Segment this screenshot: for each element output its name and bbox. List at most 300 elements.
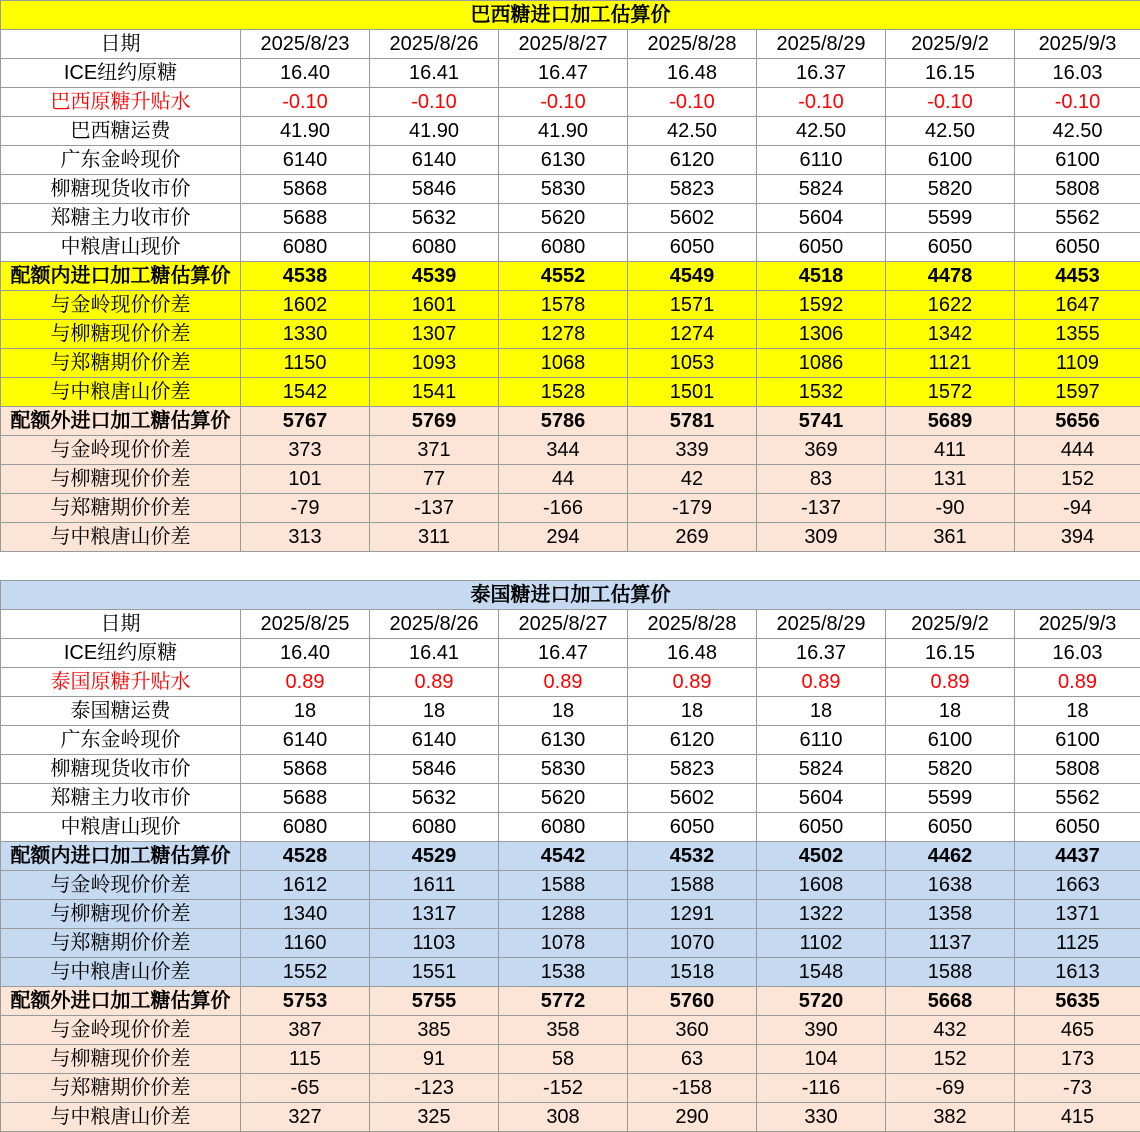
- table-row: [1, 1045, 1140, 1074]
- table-row: [1, 436, 1140, 465]
- row-label: 广东金岭现价: [1, 726, 241, 755]
- table-row: [1, 349, 1140, 378]
- value-cell: 5808: [1015, 175, 1140, 204]
- value-cell: 1572: [886, 378, 1015, 407]
- value-cell: 4529: [370, 842, 499, 871]
- row-label: 与郑糖期价价差: [1, 1074, 241, 1103]
- value-cell: 1601: [370, 291, 499, 320]
- row-label: 与柳糖现价价差: [1, 320, 241, 349]
- row-label: 配额内进口加工糖估算价: [1, 262, 241, 291]
- row-label: ICE纽约原糖: [1, 59, 241, 88]
- value-cell: -0.10: [628, 88, 757, 117]
- value-cell: 41.90: [370, 117, 499, 146]
- value-cell: 42.50: [1015, 117, 1140, 146]
- thailand-table-body: [1, 581, 1140, 1132]
- date-header-row: [1, 610, 1140, 639]
- table-row: [1, 175, 1140, 204]
- value-cell: 16.48: [628, 639, 757, 668]
- value-cell: 5720: [757, 987, 886, 1016]
- value-cell: 5562: [1015, 784, 1140, 813]
- value-cell: 6080: [370, 233, 499, 262]
- value-cell: 1086: [757, 349, 886, 378]
- value-cell: 1602: [241, 291, 370, 320]
- table-row: [1, 291, 1140, 320]
- value-cell: 6100: [886, 726, 1015, 755]
- value-cell: 415: [1015, 1103, 1140, 1132]
- brazil-sugar-table: [0, 0, 1140, 552]
- value-cell: 269: [628, 523, 757, 552]
- table-row: [1, 117, 1140, 146]
- date-cell: 2025/9/3: [1015, 610, 1140, 639]
- value-cell: 4478: [886, 262, 1015, 291]
- value-cell: 0.89: [1015, 668, 1140, 697]
- value-cell: 42.50: [886, 117, 1015, 146]
- value-cell: 5868: [241, 175, 370, 204]
- row-label: 泰国原糖升贴水: [1, 668, 241, 697]
- value-cell: 358: [499, 1016, 628, 1045]
- row-label: 巴西糖运费: [1, 117, 241, 146]
- date-cell: 2025/8/25: [241, 610, 370, 639]
- value-cell: 6050: [1015, 233, 1140, 262]
- value-cell: 6050: [628, 813, 757, 842]
- value-cell: 1541: [370, 378, 499, 407]
- value-cell: 0.89: [628, 668, 757, 697]
- date-cell: 2025/8/29: [757, 30, 886, 59]
- table-row: [1, 1103, 1140, 1132]
- row-label: 与金岭现价价差: [1, 436, 241, 465]
- table-row: [1, 813, 1140, 842]
- value-cell: -94: [1015, 494, 1140, 523]
- date-cell: 2025/8/29: [757, 610, 886, 639]
- value-cell: -69: [886, 1074, 1015, 1103]
- value-cell: 1532: [757, 378, 886, 407]
- value-cell: 373: [241, 436, 370, 465]
- value-cell: 5604: [757, 784, 886, 813]
- row-label: 与中粮唐山价差: [1, 378, 241, 407]
- value-cell: 6080: [499, 233, 628, 262]
- value-cell: 16.41: [370, 59, 499, 88]
- value-cell: 4453: [1015, 262, 1140, 291]
- table-row: [1, 726, 1140, 755]
- value-cell: 5781: [628, 407, 757, 436]
- value-cell: 1588: [628, 871, 757, 900]
- value-cell: 1317: [370, 900, 499, 929]
- value-cell: 5823: [628, 755, 757, 784]
- value-cell: 1103: [370, 929, 499, 958]
- table-row: [1, 639, 1140, 668]
- value-cell: 18: [1015, 697, 1140, 726]
- value-cell: 5755: [370, 987, 499, 1016]
- value-cell: 290: [628, 1103, 757, 1132]
- value-cell: 5604: [757, 204, 886, 233]
- value-cell: 6120: [628, 146, 757, 175]
- value-cell: -123: [370, 1074, 499, 1103]
- date-cell: 2025/8/27: [499, 610, 628, 639]
- value-cell: 1355: [1015, 320, 1140, 349]
- value-cell: 1278: [499, 320, 628, 349]
- value-cell: 432: [886, 1016, 1015, 1045]
- value-cell: 339: [628, 436, 757, 465]
- value-cell: 16.15: [886, 59, 1015, 88]
- value-cell: 104: [757, 1045, 886, 1074]
- row-label: 柳糖现货收市价: [1, 175, 241, 204]
- value-cell: 6140: [370, 726, 499, 755]
- value-cell: 394: [1015, 523, 1140, 552]
- brazil-table-title: 巴西糖进口加工估算价: [1, 1, 1140, 30]
- value-cell: 361: [886, 523, 1015, 552]
- value-cell: 309: [757, 523, 886, 552]
- row-label: 配额外进口加工糖估算价: [1, 407, 241, 436]
- value-cell: 5760: [628, 987, 757, 1016]
- value-cell: 1053: [628, 349, 757, 378]
- row-label: 郑糖主力收市价: [1, 784, 241, 813]
- value-cell: -0.10: [757, 88, 886, 117]
- value-cell: 42.50: [757, 117, 886, 146]
- value-cell: 131: [886, 465, 1015, 494]
- value-cell: 18: [886, 697, 1015, 726]
- value-cell: 6130: [499, 146, 628, 175]
- date-cell: 2025/8/26: [370, 610, 499, 639]
- value-cell: 1663: [1015, 871, 1140, 900]
- value-cell: 6080: [499, 813, 628, 842]
- value-cell: 16.40: [241, 639, 370, 668]
- row-label: 巴西原糖升贴水: [1, 88, 241, 117]
- value-cell: 1291: [628, 900, 757, 929]
- value-cell: 4528: [241, 842, 370, 871]
- value-cell: 1588: [499, 871, 628, 900]
- value-cell: -0.10: [499, 88, 628, 117]
- row-label: 与郑糖期价价差: [1, 349, 241, 378]
- value-cell: 152: [1015, 465, 1140, 494]
- value-cell: 18: [628, 697, 757, 726]
- value-cell: 58: [499, 1045, 628, 1074]
- value-cell: 41.90: [241, 117, 370, 146]
- value-cell: -152: [499, 1074, 628, 1103]
- value-cell: 5632: [370, 204, 499, 233]
- value-cell: 444: [1015, 436, 1140, 465]
- value-cell: 1538: [499, 958, 628, 987]
- table-row: [1, 407, 1140, 436]
- row-label: 与金岭现价价差: [1, 871, 241, 900]
- value-cell: 5741: [757, 407, 886, 436]
- value-cell: 1588: [886, 958, 1015, 987]
- value-cell: 1571: [628, 291, 757, 320]
- value-cell: 152: [886, 1045, 1015, 1074]
- value-cell: 16.37: [757, 639, 886, 668]
- value-cell: 0.89: [757, 668, 886, 697]
- value-cell: 1068: [499, 349, 628, 378]
- value-cell: 1578: [499, 291, 628, 320]
- value-cell: 16.03: [1015, 639, 1140, 668]
- value-cell: 327: [241, 1103, 370, 1132]
- value-cell: 1307: [370, 320, 499, 349]
- value-cell: 1109: [1015, 349, 1140, 378]
- value-cell: 1288: [499, 900, 628, 929]
- value-cell: 6110: [757, 726, 886, 755]
- value-cell: 387: [241, 1016, 370, 1045]
- value-cell: 1647: [1015, 291, 1140, 320]
- row-label: 与中粮唐山价差: [1, 523, 241, 552]
- value-cell: 5602: [628, 204, 757, 233]
- value-cell: 1528: [499, 378, 628, 407]
- value-cell: 18: [241, 697, 370, 726]
- value-cell: 1592: [757, 291, 886, 320]
- value-cell: 5846: [370, 755, 499, 784]
- date-cell: 2025/8/27: [499, 30, 628, 59]
- table-row: [1, 378, 1140, 407]
- table-row: [1, 320, 1140, 349]
- value-cell: 16.03: [1015, 59, 1140, 88]
- table-row: [1, 146, 1140, 175]
- row-label: 配额外进口加工糖估算价: [1, 987, 241, 1016]
- value-cell: 325: [370, 1103, 499, 1132]
- value-cell: 16.48: [628, 59, 757, 88]
- table-row: [1, 871, 1140, 900]
- value-cell: -179: [628, 494, 757, 523]
- value-cell: 0.89: [370, 668, 499, 697]
- value-cell: 4437: [1015, 842, 1140, 871]
- value-cell: 5824: [757, 755, 886, 784]
- value-cell: 6050: [757, 813, 886, 842]
- value-cell: 16.41: [370, 639, 499, 668]
- thailand-title-row: [1, 581, 1140, 610]
- value-cell: 101: [241, 465, 370, 494]
- value-cell: 1070: [628, 929, 757, 958]
- value-cell: 173: [1015, 1045, 1140, 1074]
- value-cell: -79: [241, 494, 370, 523]
- row-label: 郑糖主力收市价: [1, 204, 241, 233]
- value-cell: 6080: [370, 813, 499, 842]
- value-cell: 83: [757, 465, 886, 494]
- value-cell: 1306: [757, 320, 886, 349]
- value-cell: -116: [757, 1074, 886, 1103]
- table-spacer: [0, 552, 1140, 580]
- value-cell: 0.89: [886, 668, 1015, 697]
- value-cell: 77: [370, 465, 499, 494]
- value-cell: -65: [241, 1074, 370, 1103]
- value-cell: 1638: [886, 871, 1015, 900]
- date-cell: 2025/8/23: [241, 30, 370, 59]
- value-cell: 5830: [499, 755, 628, 784]
- value-cell: 6100: [1015, 146, 1140, 175]
- value-cell: 63: [628, 1045, 757, 1074]
- table-row: [1, 88, 1140, 117]
- value-cell: 6050: [1015, 813, 1140, 842]
- value-cell: 465: [1015, 1016, 1140, 1045]
- value-cell: 6110: [757, 146, 886, 175]
- value-cell: 382: [886, 1103, 1015, 1132]
- value-cell: 5602: [628, 784, 757, 813]
- value-cell: 6050: [628, 233, 757, 262]
- value-cell: 6140: [241, 146, 370, 175]
- value-cell: 5689: [886, 407, 1015, 436]
- value-cell: 5786: [499, 407, 628, 436]
- value-cell: 5632: [370, 784, 499, 813]
- value-cell: 44: [499, 465, 628, 494]
- thailand-sugar-table: [0, 580, 1140, 1132]
- value-cell: 6120: [628, 726, 757, 755]
- value-cell: 1611: [370, 871, 499, 900]
- value-cell: 5656: [1015, 407, 1140, 436]
- value-cell: -158: [628, 1074, 757, 1103]
- table-row: [1, 697, 1140, 726]
- brazil-table-body: [1, 1, 1140, 552]
- value-cell: -0.10: [370, 88, 499, 117]
- value-cell: 4542: [499, 842, 628, 871]
- value-cell: 1542: [241, 378, 370, 407]
- value-cell: 16.15: [886, 639, 1015, 668]
- value-cell: 5688: [241, 204, 370, 233]
- table-row: [1, 465, 1140, 494]
- value-cell: 4539: [370, 262, 499, 291]
- table-row: [1, 929, 1140, 958]
- row-label: 泰国糖运费: [1, 697, 241, 726]
- value-cell: 6100: [1015, 726, 1140, 755]
- value-cell: 1322: [757, 900, 886, 929]
- table-row: [1, 900, 1140, 929]
- date-cell: 2025/9/2: [886, 30, 1015, 59]
- table-row: [1, 755, 1140, 784]
- value-cell: 5635: [1015, 987, 1140, 1016]
- date-cell: 2025/8/28: [628, 610, 757, 639]
- value-cell: 5772: [499, 987, 628, 1016]
- value-cell: 1150: [241, 349, 370, 378]
- value-cell: 1518: [628, 958, 757, 987]
- value-cell: 4549: [628, 262, 757, 291]
- value-cell: 6050: [886, 813, 1015, 842]
- value-cell: 411: [886, 436, 1015, 465]
- row-label: 与柳糖现价价差: [1, 465, 241, 494]
- value-cell: 344: [499, 436, 628, 465]
- date-cell: 2025/8/28: [628, 30, 757, 59]
- value-cell: 18: [757, 697, 886, 726]
- row-label: 中粮唐山现价: [1, 233, 241, 262]
- row-label: 与郑糖期价价差: [1, 929, 241, 958]
- value-cell: -90: [886, 494, 1015, 523]
- value-cell: 0.89: [241, 668, 370, 697]
- value-cell: 1340: [241, 900, 370, 929]
- table-row: [1, 987, 1140, 1016]
- value-cell: 5753: [241, 987, 370, 1016]
- value-cell: 311: [370, 523, 499, 552]
- value-cell: 0.89: [499, 668, 628, 697]
- value-cell: 5599: [886, 784, 1015, 813]
- row-label: 与中粮唐山价差: [1, 958, 241, 987]
- value-cell: 5846: [370, 175, 499, 204]
- table-row: [1, 204, 1140, 233]
- value-cell: 5824: [757, 175, 886, 204]
- value-cell: 390: [757, 1016, 886, 1045]
- table-row: [1, 494, 1140, 523]
- value-cell: 308: [499, 1103, 628, 1132]
- row-label: 与柳糖现价价差: [1, 900, 241, 929]
- value-cell: 1552: [241, 958, 370, 987]
- value-cell: 385: [370, 1016, 499, 1045]
- value-cell: 1102: [757, 929, 886, 958]
- value-cell: 4502: [757, 842, 886, 871]
- value-cell: 1608: [757, 871, 886, 900]
- value-cell: 5668: [886, 987, 1015, 1016]
- date-cell: 2025/9/3: [1015, 30, 1140, 59]
- value-cell: 369: [757, 436, 886, 465]
- value-cell: -73: [1015, 1074, 1140, 1103]
- value-cell: 1137: [886, 929, 1015, 958]
- table-row: [1, 784, 1140, 813]
- value-cell: 91: [370, 1045, 499, 1074]
- value-cell: 6080: [241, 813, 370, 842]
- value-cell: 1613: [1015, 958, 1140, 987]
- brazil-title-row: [1, 1, 1140, 30]
- value-cell: 16.47: [499, 639, 628, 668]
- value-cell: 1597: [1015, 378, 1140, 407]
- value-cell: 5823: [628, 175, 757, 204]
- row-label: 广东金岭现价: [1, 146, 241, 175]
- value-cell: 1274: [628, 320, 757, 349]
- date-header-row: [1, 30, 1140, 59]
- row-label: 日期: [1, 30, 241, 59]
- value-cell: 313: [241, 523, 370, 552]
- value-cell: 4552: [499, 262, 628, 291]
- row-label: 柳糖现货收市价: [1, 755, 241, 784]
- value-cell: 1612: [241, 871, 370, 900]
- value-cell: 4518: [757, 262, 886, 291]
- row-label: ICE纽约原糖: [1, 639, 241, 668]
- value-cell: 5620: [499, 784, 628, 813]
- value-cell: 1160: [241, 929, 370, 958]
- row-label: 与金岭现价价差: [1, 1016, 241, 1045]
- value-cell: 16.40: [241, 59, 370, 88]
- value-cell: 371: [370, 436, 499, 465]
- value-cell: 294: [499, 523, 628, 552]
- table-row: [1, 1074, 1140, 1103]
- value-cell: 4538: [241, 262, 370, 291]
- value-cell: 6080: [241, 233, 370, 262]
- table-row: [1, 842, 1140, 871]
- value-cell: 6140: [370, 146, 499, 175]
- value-cell: 18: [499, 697, 628, 726]
- value-cell: 5808: [1015, 755, 1140, 784]
- value-cell: -0.10: [241, 88, 370, 117]
- row-label: 与金岭现价价差: [1, 291, 241, 320]
- value-cell: 1501: [628, 378, 757, 407]
- value-cell: 5769: [370, 407, 499, 436]
- value-cell: 6140: [241, 726, 370, 755]
- table-row: [1, 262, 1140, 291]
- value-cell: 5620: [499, 204, 628, 233]
- value-cell: 42.50: [628, 117, 757, 146]
- value-cell: 5820: [886, 175, 1015, 204]
- date-cell: 2025/9/2: [886, 610, 1015, 639]
- row-label: 与柳糖现价价差: [1, 1045, 241, 1074]
- table-row: [1, 668, 1140, 697]
- value-cell: 4532: [628, 842, 757, 871]
- value-cell: 1551: [370, 958, 499, 987]
- value-cell: 5820: [886, 755, 1015, 784]
- value-cell: 41.90: [499, 117, 628, 146]
- thailand-table-title: 泰国糖进口加工估算价: [1, 581, 1140, 610]
- value-cell: 1622: [886, 291, 1015, 320]
- value-cell: 1548: [757, 958, 886, 987]
- value-cell: -166: [499, 494, 628, 523]
- value-cell: 5868: [241, 755, 370, 784]
- value-cell: 6050: [757, 233, 886, 262]
- value-cell: 1121: [886, 349, 1015, 378]
- value-cell: 5599: [886, 204, 1015, 233]
- table-row: [1, 59, 1140, 88]
- value-cell: 4462: [886, 842, 1015, 871]
- value-cell: 1330: [241, 320, 370, 349]
- table-row: [1, 523, 1140, 552]
